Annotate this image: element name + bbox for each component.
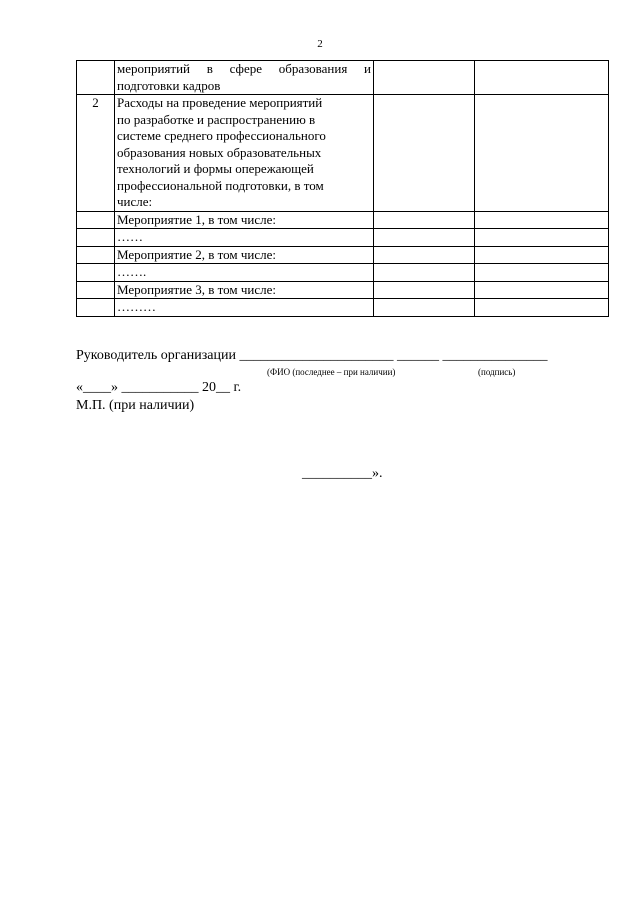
value-cell-1	[374, 61, 475, 95]
row-name-cell	[115, 95, 374, 212]
value-cell-2	[475, 299, 609, 317]
value-cell-2	[475, 264, 609, 282]
row-name-cell	[115, 299, 374, 317]
expenses-table-body	[77, 61, 609, 317]
row-name-line: Мероприятие 3, в том числе:	[117, 281, 276, 297]
expenses-table	[76, 60, 609, 317]
row-name-cell	[115, 61, 374, 95]
row-name-line: числе:	[117, 194, 153, 209]
row-number-cell: 2	[77, 95, 115, 212]
row-number-cell	[77, 299, 115, 317]
value-cell-2	[475, 211, 609, 229]
row-name-line: по разработке и распространению в	[117, 111, 316, 127]
row-number-cell	[77, 281, 115, 299]
table-row	[77, 264, 609, 282]
row-name-cell	[115, 229, 374, 247]
value-cell-2	[475, 229, 609, 247]
page-number: 2	[317, 38, 323, 50]
row-name-line: Расходы на проведение мероприятий	[117, 95, 323, 110]
row-name-line: ………	[117, 299, 156, 314]
row-name-line: технологий и формы опережающей	[117, 161, 314, 176]
row-name-line: системе среднего профессионального	[117, 128, 326, 143]
row-name-line: …….	[117, 264, 147, 279]
table-row	[77, 281, 609, 299]
row-number-cell	[77, 211, 115, 229]
row-name-cell	[115, 264, 374, 282]
table-row	[77, 95, 609, 212]
row-name-cell	[115, 281, 374, 299]
row-name-line: мероприятий в сфере образования и	[117, 61, 371, 76]
table-row	[77, 229, 609, 247]
row-number-cell	[77, 61, 115, 95]
head-of-organization-line: Руководитель организации ______________________ ______ _______________	[76, 348, 548, 363]
row-number-cell	[77, 246, 115, 264]
row-name-line: Мероприятие 2, в том числе:	[117, 246, 276, 262]
table-row	[77, 299, 609, 317]
value-cell-1	[374, 246, 475, 264]
date-line: «____» ___________ 20__ г.	[76, 380, 242, 395]
value-cell-2	[475, 281, 609, 299]
closing-mark: __________».	[302, 466, 383, 481]
value-cell-1	[374, 264, 475, 282]
row-number-cell	[77, 264, 115, 282]
table-row	[77, 61, 609, 95]
row-name-line: Мероприятие 1, в том числе:	[117, 211, 276, 227]
table-row	[77, 211, 609, 229]
row-name-cell	[115, 211, 374, 229]
row-name-cell	[115, 246, 374, 264]
value-cell-1	[374, 211, 475, 229]
value-cell-2	[475, 95, 609, 212]
value-cell-1	[374, 95, 475, 212]
value-cell-1	[374, 281, 475, 299]
row-number-cell	[77, 229, 115, 247]
table-row	[77, 246, 609, 264]
value-cell-1	[374, 299, 475, 317]
row-name-line: образования новых образовательных	[117, 144, 322, 160]
row-name-line: ……	[117, 229, 143, 244]
signature-hint: (подпись)	[478, 367, 516, 377]
value-cell-2	[475, 61, 609, 95]
value-cell-1	[374, 229, 475, 247]
value-cell-2	[475, 246, 609, 264]
row-name-line: подготовки кадров	[117, 77, 221, 93]
fio-hint: (ФИО (последнее – при наличии)	[267, 367, 396, 377]
stamp-line: М.П. (при наличии)	[76, 398, 195, 413]
row-name-line: профессиональной подготовки, в том	[117, 177, 324, 193]
